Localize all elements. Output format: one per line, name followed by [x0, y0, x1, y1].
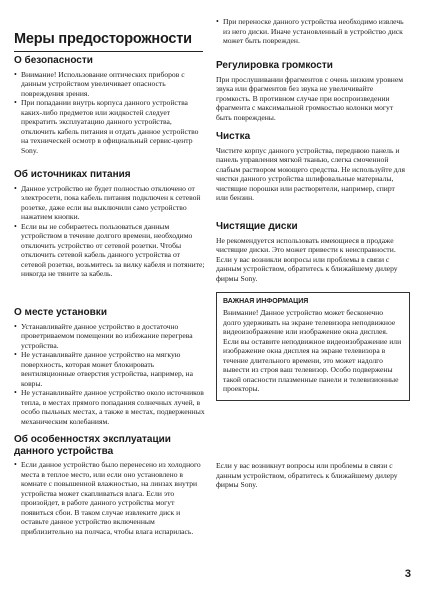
page-number: 3 [404, 568, 411, 580]
section-placement [14, 307, 206, 426]
section-closing [216, 461, 408, 490]
section-discs [216, 221, 408, 283]
bullet-list [14, 184, 206, 279]
paragraph: Не рекомендуется использовать имеющиеся в продаже чистящие диски. Это может привести к неисправности. [216, 235, 396, 254]
notice-heading: ВАЖНАЯ ИНФОРМАЦИЯ [223, 298, 309, 305]
notice-text: Внимание! Данное устройство может бесконечно долго удерживать на экране телевизора неподвижное видеоизображение или изображение окна дисплея. Если вы оставите неподвижное видеоизображение или изображение окна дисплея на экране телевизора в течение длительного времени, это может надолго вывести из строя ваш телевизор. Особо подвержены такой опасности плазменные панели и телевизионные проекторы. [223, 308, 402, 393]
bullet-list [14, 70, 206, 156]
section-heading: Об особенностях эксплуатации данного устройства [14, 434, 171, 457]
paragraph: Если у вас возникли вопросы или проблемы в связи с данным устройством, обратитесь к ближайшему дилеру фирмы Sony. [216, 254, 398, 283]
section-heading: О безопасности [14, 55, 93, 66]
section-heading: О месте установки [14, 307, 107, 318]
section-heading: Чистка [216, 131, 251, 142]
bullet-list [216, 17, 408, 46]
list-item: • Не устанавливайте данное устройство на мягкую поверхность, которая может блокировать вентиляционные отверстия устройства, например, на ковры. [14, 350, 206, 388]
list-item: • Внимание! Использование оптических приборов с данным устройством увеличивает опасность повреждения зрения. [14, 70, 206, 99]
list-item: • Устанавливайте данное устройство в достаточно проветриваемом помещении во избежание перегрева устройства. [14, 322, 206, 351]
list-item: • Если данное устройство было перенесено из холодного места в теплое место, или если оно установлено в комнате с повышенной влажностью, на линзах внутри устройства может скапливаться влага. Если это произойдет, в работе данного устройства могут появиться сбои. В таком случае извлеките диск и оставьте данное устройство включенным приблизительно на полчаса, чтобы влага испарилась. [14, 460, 206, 536]
paragraph: При прослушивании фрагментов с очень низким уровнем звука или фрагментов без звука не увеличивайте громкость. В противном случае при воспроизведении фрагмента с максимальной громкостью колонки могут быть повреждены. [216, 74, 404, 122]
section-moving [216, 17, 408, 46]
list-item: • Не устанавливайте данное устройство около источников тепла, в местах прямого попадания солнечных лучей, в особо пыльных местах, а также в местах, подверженных механическим колебаниям. [14, 388, 206, 426]
list-item: • При переноске данного устройства необходимо извлечь из него диски. Иначе установленный в устройство диск может быть поврежден. [216, 17, 408, 46]
section-heading: Чистящие диски [216, 221, 298, 232]
list-item: • Если вы не собираетесь пользоваться данным устройством в течение долгого времени, необходимо отключить устройство от сетевой розетки. Чтобы отключить сетевой кабель данного устройства от сетевой розетки, возьмитесь за вилку кабеля и потяните; никогда не тяните за кабель. [14, 222, 206, 279]
section-power [14, 169, 206, 279]
section-cleaning [216, 131, 408, 203]
bullet-list [14, 460, 206, 536]
list-item: • Данное устройство не будет полностью отключено от электросети, пока кабель питания подключен к сетевой розетке, даже если вы выключили само устройство нажатием кнопки. [14, 184, 206, 222]
section-heading: Регулировка громкости [216, 60, 333, 71]
list-item: • При попадании внутрь корпуса данного устройства каких-либо предметов или жидкостей следует прекратить эксплуатацию данного устройства, отключить кабель питания и отдать данное устройство на техническей осмотр в официальный сервис-центр Sony. [14, 98, 206, 155]
section-operation [14, 434, 206, 536]
important-notice-box [216, 292, 410, 401]
bullet-list [14, 322, 206, 427]
paragraph: Чистите корпус данного устройства, переднюю панель и панель управления мягкой тканью, слегка смоченной слабым раствором моющего средства. Не используйте для чистки данного устройства шлифовальные материалы, чистящие порошки или растворители, например, спирт или бензин. [216, 145, 405, 202]
paragraph: Если у вас возникнут вопросы или проблемы в связи с данным устройством, обратитесь к ближайшему дилеру фирмы Sony. [216, 461, 398, 489]
page-title: Меры предосторожности [14, 30, 203, 52]
section-safety [14, 55, 206, 155]
section-volume [216, 60, 408, 122]
section-heading: Об источниках питания [14, 169, 131, 180]
